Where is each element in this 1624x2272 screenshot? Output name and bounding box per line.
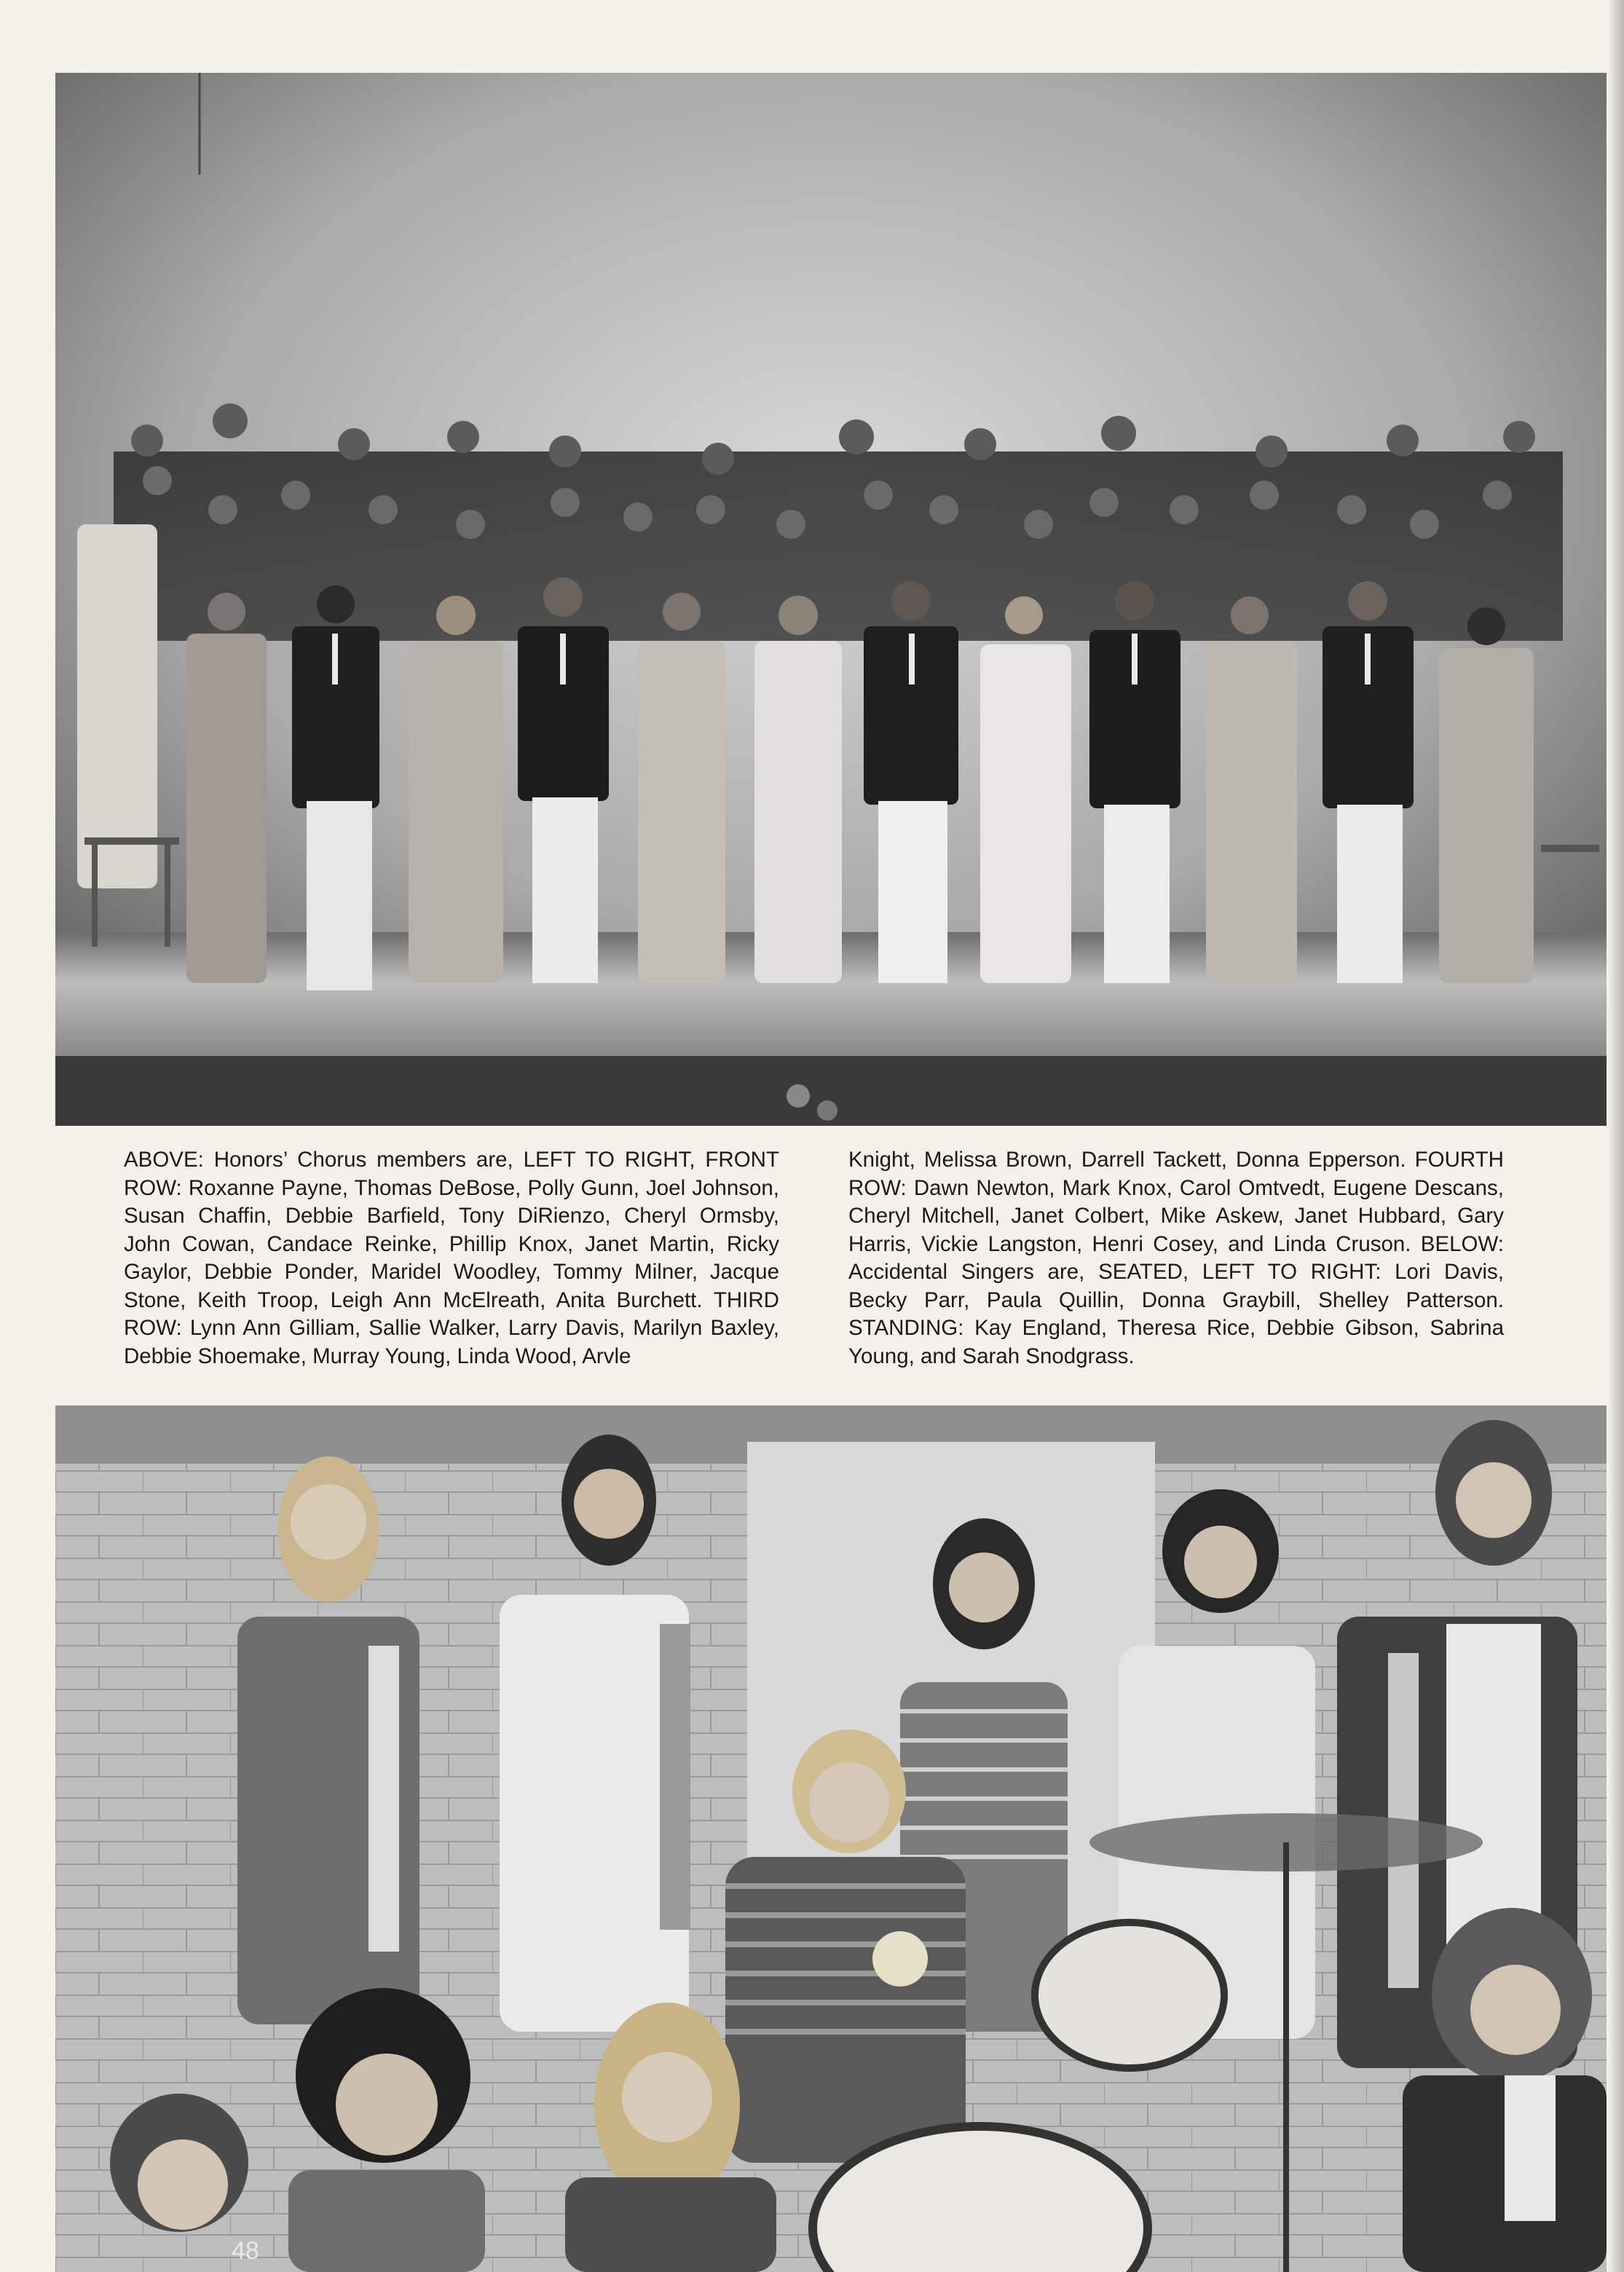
- page-number: 48: [232, 2237, 259, 2265]
- accidental-singers-photo: [55, 1405, 1607, 2272]
- caption-right-column: Knight, Melissa Brown, Darrell Tackett, Donna Epperson. FOURTH ROW: Dawn Newton, Mark Knox, Carol Omtvedt, Eugene Descans, Cheryl Mitchell, Janet Colbert, Mike Askew, Janet Hubbard, Gary Harris, Vickie Langston, Henri Cosey, and Linda Cruson. BELOW: Accidental Singers are, SEATED, LEFT TO RIGHT: Lori Davis, Becky Parr, Paula Quillin, Donna Graybill, Shelley Patterson. STANDING: Kay England, Theresa Rice, Debbie Gibson, Sabrina Young, and Sarah Snodgrass.: [848, 1148, 1504, 1368]
- binding-shadow: [1608, 0, 1624, 2272]
- caption-left-column: ABOVE: Honors’ Chorus members are, LEFT TO RIGHT, FRONT ROW: Roxanne Payne, Thomas DeBose, Polly Gunn, Joel Johnson, Susan Chaffin, Debbie Barfield, Tony DiRienzo, Cheryl Ormsby, John Cowan, Candace Reinke, Phillip Knox, Janet Martin, Ricky Gaylor, Debbie Ponder, Maridel Woodley, Tommy Milner, Jacque Stone, Keith Troop, Leigh Ann McElreath, Anita Burchett. THIRD ROW: Lynn Ann Gilliam, Sallie Walker, Larry Davis, Marilyn Baxley, Debbie Shoemake, Murray Young, Linda Wood, Arvle: [124, 1148, 779, 1368]
- honors-chorus-photo: [55, 73, 1607, 1126]
